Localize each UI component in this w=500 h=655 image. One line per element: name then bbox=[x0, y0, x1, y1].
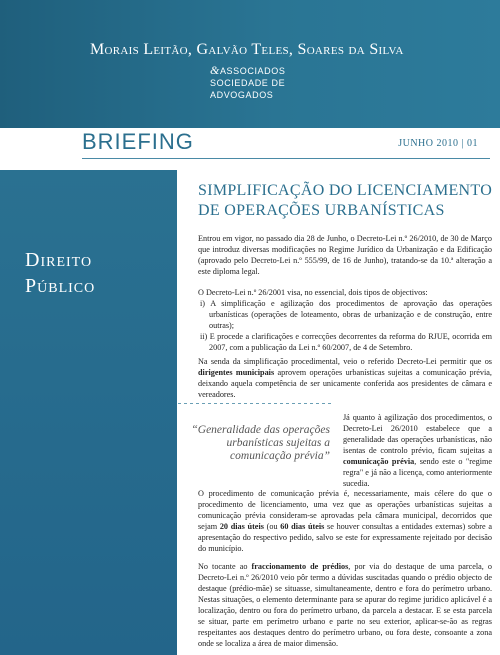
briefing-rule bbox=[82, 158, 490, 159]
paragraph-5 bbox=[198, 488, 492, 554]
briefing-label: BRIEFING bbox=[82, 129, 194, 154]
paragraph-3 bbox=[198, 356, 492, 400]
objective-item-ii: ii) E procede a clarificações e correcções decorrentes da reforma do RJUE, ocorrida em 2007, com a publicação da Lei n.º 60/2007, de 4 de Setembro. bbox=[200, 332, 492, 352]
section-title bbox=[25, 247, 95, 299]
p5-text-e: se houver consultas a entidades externas) sobre a apresentação do respectivo pedido, salvo se este for expressamente rejeitado por decisão do município. bbox=[198, 522, 492, 553]
side-band bbox=[0, 170, 177, 655]
p3-text-a: Na senda da simplificação procedimental, veio o referido Decreto-Lei permitir que os bbox=[198, 357, 492, 366]
firm-associates-block bbox=[210, 64, 285, 101]
p5-text-a: O procedimento de comunicação prévia é, necessariamente, mais célere do que o procedimento de licenciamento, uma vez que as operações urbanísticas sujeitas a comunicação prévia consideram-se aprovadas pela câmara municipal, decorridos que sejam bbox=[198, 489, 492, 531]
quote-rule bbox=[178, 403, 334, 404]
paragraph-2 bbox=[198, 287, 492, 353]
section-title-line-2: Público bbox=[25, 275, 96, 297]
p3-text-c: aprovem operações urbanísticas sujeitas a comunicação prévia, deixando aquela competência de ser unicamente conferida aos presidentes de câmara e vereadores. bbox=[198, 368, 492, 399]
ampersand: & bbox=[210, 63, 220, 77]
article-title bbox=[198, 181, 493, 221]
p6-text-a: No tocante ao bbox=[198, 562, 252, 571]
article-title-line-2: DE OPERAÇÕES URBANÍSTICAS bbox=[198, 202, 445, 219]
pull-quote: “Generalidade das operações urbanísticas sujeitas a comunicação prévia” bbox=[191, 424, 330, 462]
p5-bold-2: 60 dias úteis bbox=[280, 522, 325, 531]
paragraph-6 bbox=[198, 561, 492, 649]
article-title-line-1: SIMPLIFICAÇÃO DO LICENCIAMENTO bbox=[198, 182, 493, 199]
p3-bold: dirigentes municipais bbox=[198, 368, 275, 377]
issue-date: JUNHO 2010 | 01 bbox=[398, 138, 478, 149]
paragraph-4 bbox=[343, 412, 492, 489]
p4-text-c: , sendo este o "regime regra" e já não a licença, como anteriormente sucedia. bbox=[343, 457, 492, 488]
firm-name: Morais Leitão, Galvão Teles, Soares da Silva bbox=[90, 41, 404, 58]
p4-text-a: Já quanto à agilização dos procedimentos, o Decreto-Lei 26/2010 estabelece que a generalidade das operações urbanísticas, não isentas de controlo prévio, ficam sujeitas a bbox=[343, 413, 492, 455]
paragraph-1: Entrou em vigor, no passado dia 28 de Junho, o Decreto-Lei n.º 26/2010, de 30 de Março que introduz diversas modificações no Regime Jurídico da Urbanização e da Edificação (aprovado pelo Decreto-Lei n.º 555/99, de 16 de Junho), tratando-se da 10.ª alteração a este diploma legal. bbox=[198, 234, 492, 276]
p6-bold: fraccionamento de prédios bbox=[251, 562, 349, 571]
paragraph-2-intro: O Decreto-Lei n.º 26/2001 visa, no essencial, dois tipos de objectivos: bbox=[198, 288, 428, 297]
section-title-line-1: Direito bbox=[25, 249, 93, 271]
p4-bold: comunicação prévia bbox=[343, 457, 415, 466]
assoc-line-2: SOCIEDADE DE bbox=[210, 78, 286, 88]
p5-text-c: (ou bbox=[263, 522, 281, 531]
objective-item-i: i) A simplificação e agilização dos procedimentos de aprovação das operações urbanísticas (operações de loteamento, obras de urbanização e de construção, entre outras); bbox=[200, 299, 492, 330]
assoc-line-3: ADVOGADOS bbox=[210, 90, 274, 100]
p6-text-c: , por via do destaque de uma parcela, o Decreto-Lei n.º 26/2010 veio pôr termo a dúvidas suscitadas quando o prédio objecto de destaque (prédio-mãe) se situasse, simultaneamente, dentro e fora do perímetro urbano. Nestas situações, o elemento determinante para se apurar do regime jurídico aplicável é a localização, dentro ou fora do perímetro urbano, da parcela a destacar. E se esta parcela se situar, parte em perímetro urbano e parte no seu exterior, aplicar-se-ão as regras respeitantes aos destaques dentro do perímetro urbano, ou fora deste, consoante a zona onde se localiza a área de maior dimensão. bbox=[198, 562, 492, 648]
p5-bold-1: 20 dias úteis bbox=[219, 522, 264, 531]
assoc-line-1: ASSOCIADOS bbox=[219, 66, 286, 76]
